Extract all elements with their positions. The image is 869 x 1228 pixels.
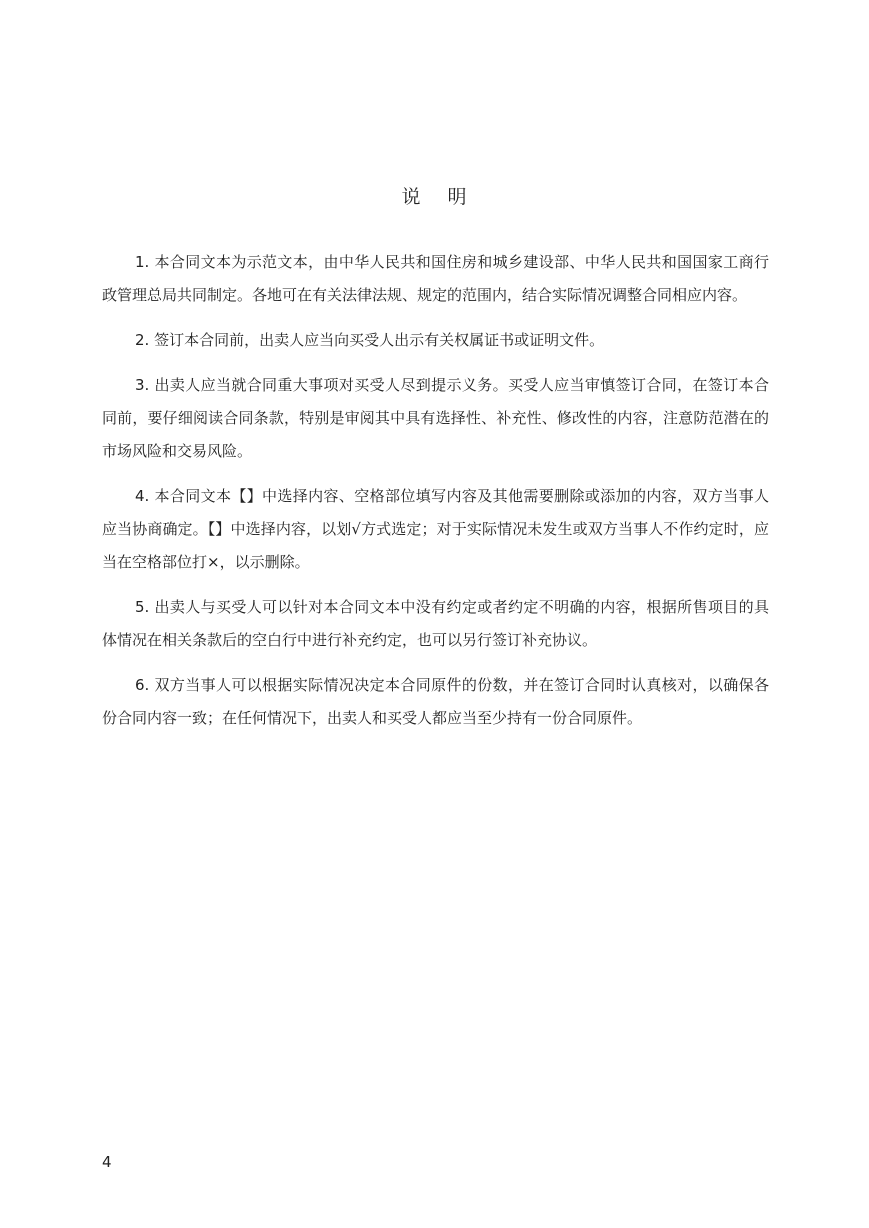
page-title-part-2: 明	[447, 186, 468, 208]
paragraph-2: 2. 签订本合同前，出卖人应当向买受人出示有关权属证书或证明文件。	[135, 331, 605, 349]
page-title-part-1: 说	[401, 186, 422, 208]
paragraph-3: 3. 出卖人应当就合同重大事项对买受人尽到提示义务。买受人应当审慎签订合同，在签订本合同前，要仔细阅读合同条款，特别是审阅其中具有选择性、补充性、修改性的内容，注意防范潜在的市场风险和交易风险。	[102, 376, 769, 460]
paragraph-5: 5. 出卖人与买受人可以针对本合同文本中没有约定或者约定不明确的内容，根据所售项目的具体情况在相关条款后的空白行中进行补充约定，也可以另行签订补充协议。	[102, 598, 769, 649]
paragraph-1: 1. 本合同文本为示范文本，由中华人民共和国住房和城乡建设部、中华人民共和国国家工商行政管理总局共同制定。各地可在有关法律法规、规定的范围内，结合实际情况调整合同相应内容。	[102, 253, 769, 304]
paragraph-6: 6. 双方当事人可以根据实际情况决定本合同原件的份数，并在签订合同时认真核对，以确保各份合同内容一致；在任何情况下，出卖人和买受人都应当至少持有一份合同原件。	[102, 676, 769, 727]
page-number: 4	[102, 1153, 112, 1171]
document-body	[102, 246, 769, 747]
paragraph-4: 4. 本合同文本【】中选择内容、空格部位填写内容及其他需要删除或添加的内容，双方当事人应当协商确定。【】中选择内容，以划√方式选定；对于实际情况未发生或双方当事人不作约定时，应当在空格部位打×，以示删除。	[102, 487, 769, 571]
page-title	[0, 182, 869, 209]
